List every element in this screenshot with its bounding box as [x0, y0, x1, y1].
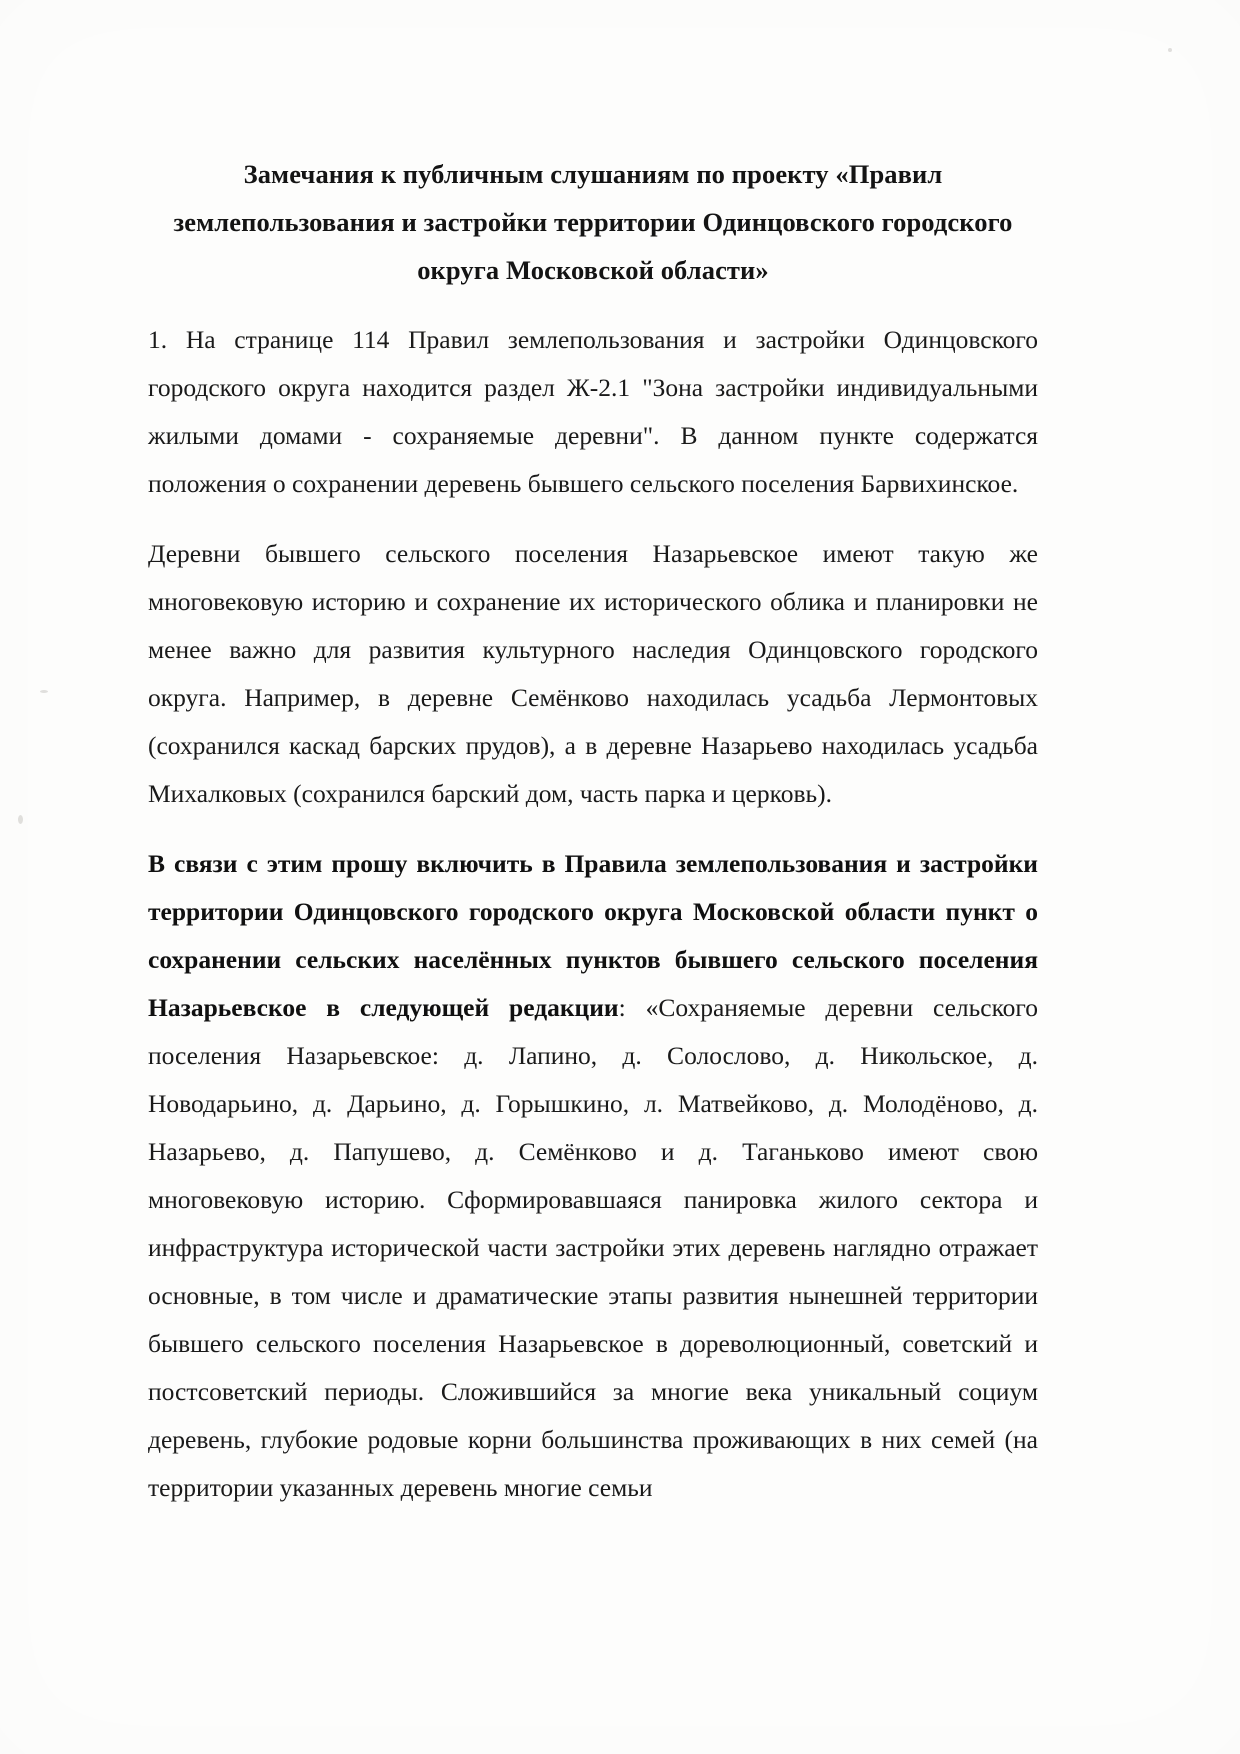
- paragraph-request: [148, 840, 1038, 1512]
- document-body: [148, 150, 1038, 1514]
- paragraph-item-1: 1. На странице 114 Правил землепользования и застройки Одинцовского городского округа находится раздел Ж-2.1 "Зона застройки индивидуальными жилыми домами - сохраняемые деревни". В данном пункте содержатся положения о сохранении деревень бывшего сельского поселения Барвихинское.: [148, 325, 1038, 498]
- paragraph-nazarievskoe-history: Деревни бывшего сельского поселения Назарьевское имеют такую же многовековую историю и сохранение их исторического облика и планировки не менее важно для развития культурного наследия Одинцовского городского округа. Например, в деревне Семёнково находилась усадьба Лермонтовых (сохранился каскад барских прудов), а в деревне Назарьево находилась усадьба Михалковых (сохранился барский дом, часть парка и церковь).: [148, 539, 1038, 808]
- paragraph-request-rest: : «Сохраняемые деревни сельского поселения Назарьевское: д. Лапино, д. Солослово, д. Никольское, д. Новодарьино, д. Дарьино, д. Горышкино, л. Матвейково, д. Молодёново, д. Назарьево, д. Папушево, д. Семёнково и д. Таганьково имеют свою многовековую историю. Сформировавшаяся панировка жилого сектора и инфраструктура исторической части застройки этих деревень наглядно отражает основные, в том числе и драматические этапы развития нынешней территории бывшего сельского поселения Назарьевское в дореволюционный, советский и постсоветский периоды. Сложившийся за многие века уникальный социум деревень, глубокие родовые корни большинства проживающих в них семей (на территории указанных деревень многие семьи: [148, 993, 1039, 1502]
- scan-artifact: [1168, 48, 1172, 52]
- page-title: Замечания к публичным слушаниям по проекту «Правил землепользования и застройки территории Одинцовского городского округа Московской области»: [173, 159, 1013, 285]
- scan-artifact: [40, 690, 48, 693]
- scan-artifact: [18, 815, 23, 824]
- paragraph-request-bold-lead: В связи с этим прошу включить в Правила землепользования и застройки территории Одинцовского городского округа Московской области пункт о сохранении сельских населённых пунктов бывшего сельского поселения Назарьевское в следующей редакции: [148, 849, 1038, 1022]
